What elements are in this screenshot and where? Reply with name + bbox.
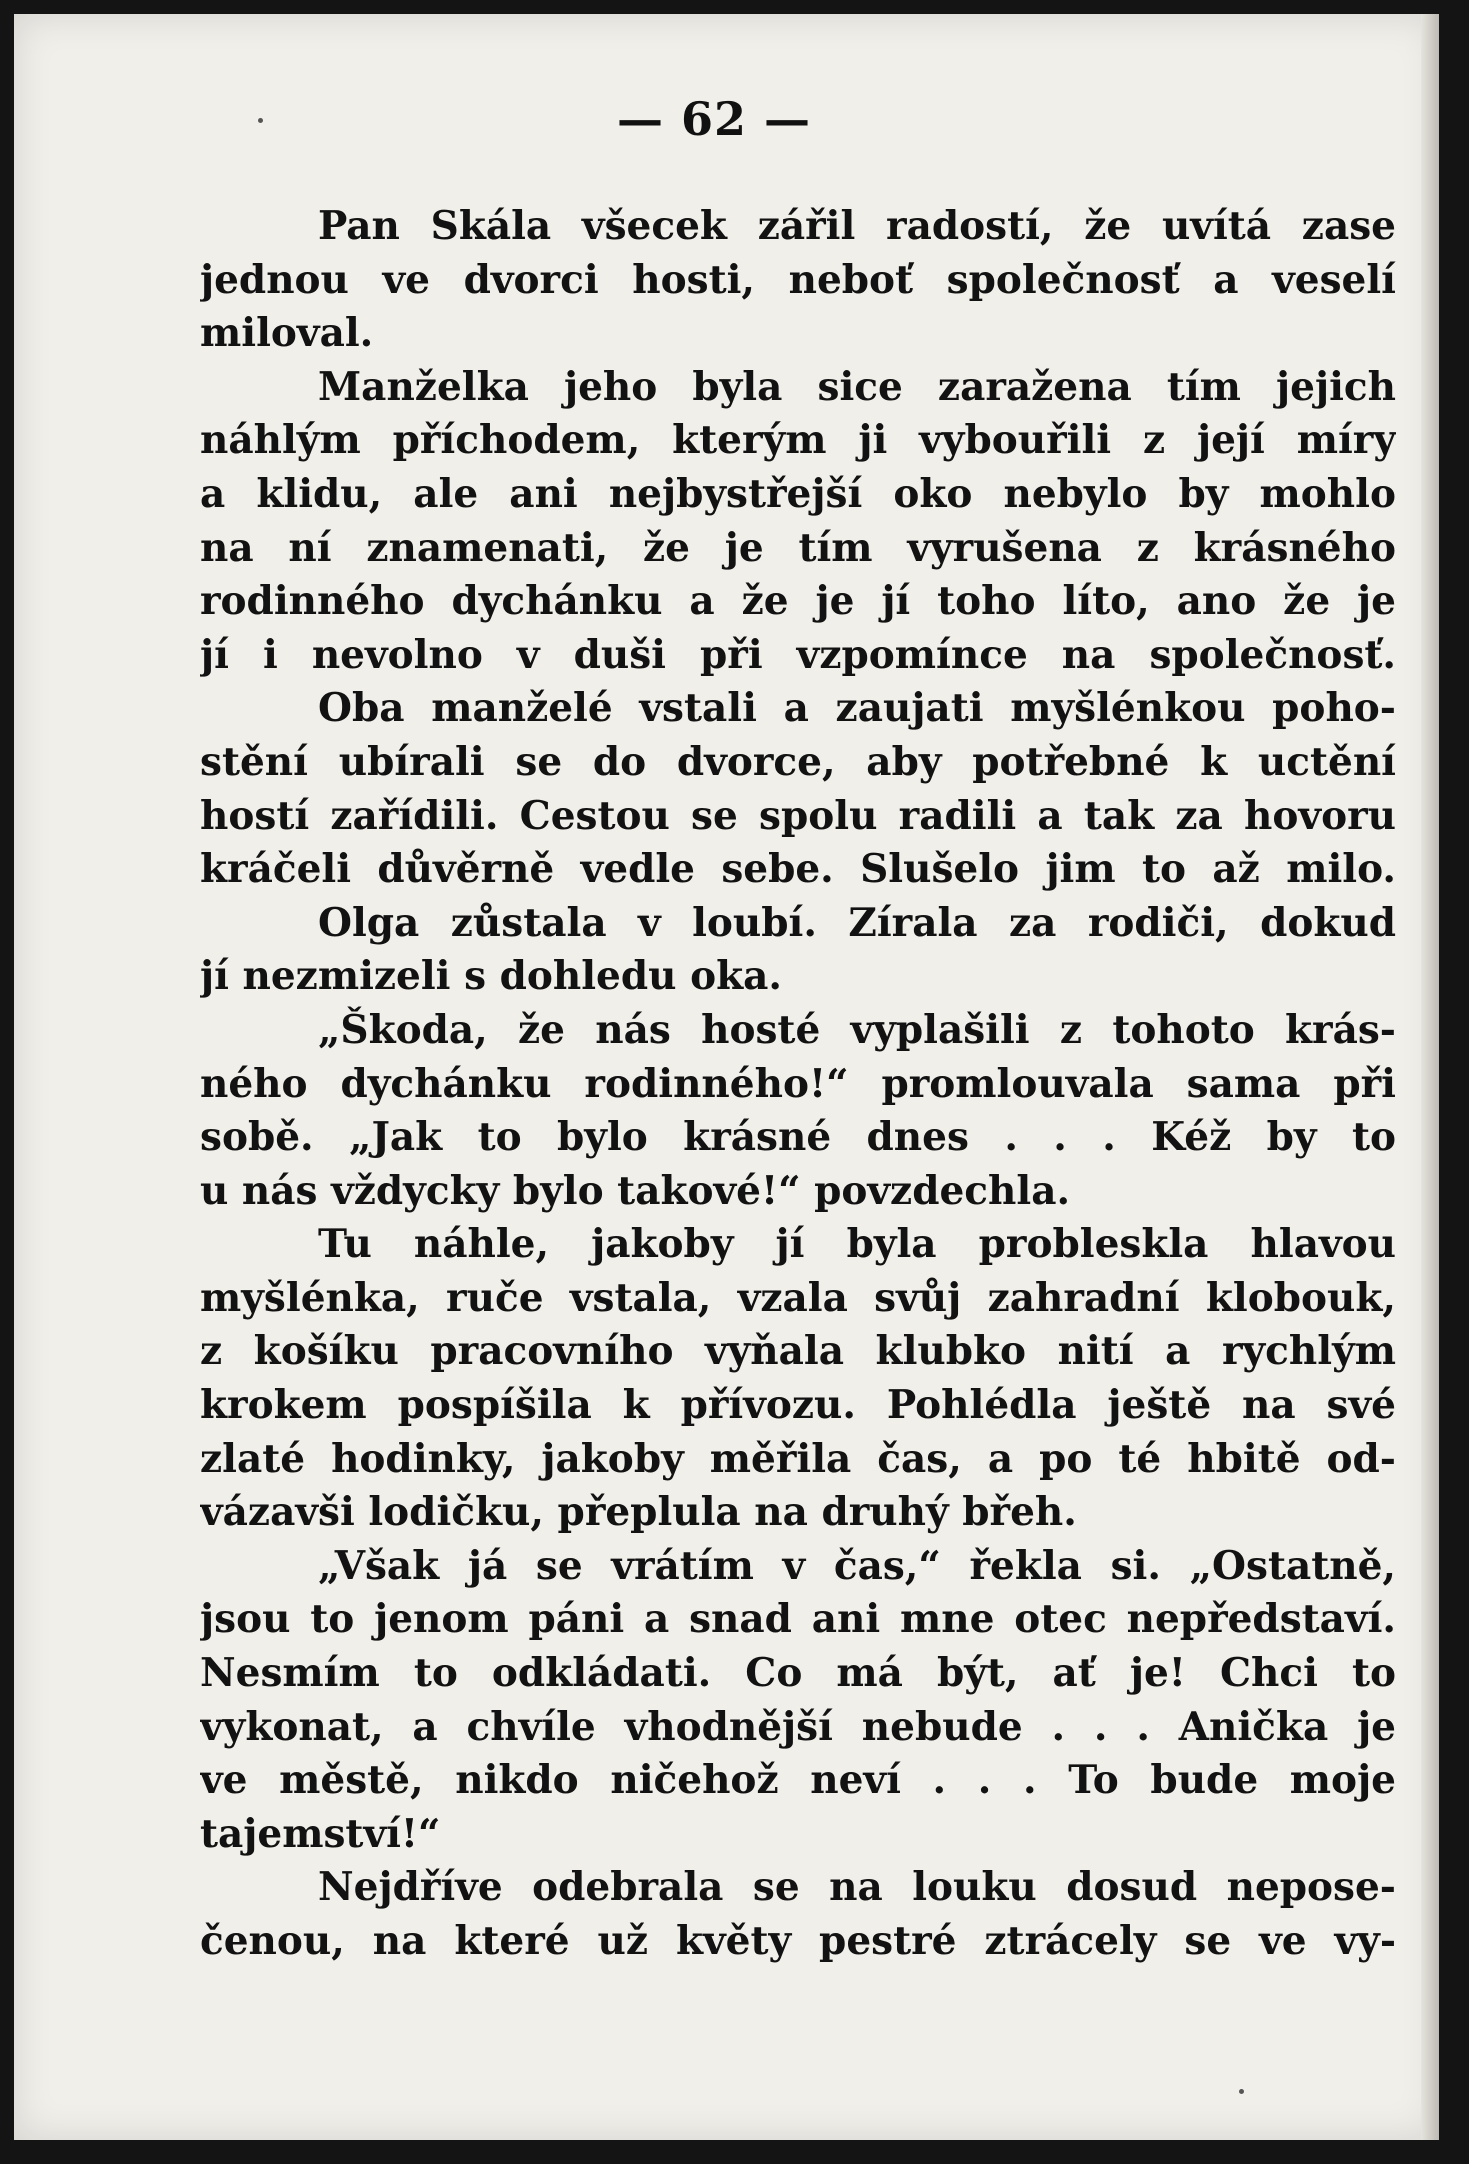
text-line: čenou, na které už květy pestré ztrácely se ve vy- [200,1918,1396,1964]
print-speck [258,118,263,123]
text-line: u nás vždycky bylo takové!“ povzdechla. [200,1167,1071,1214]
text-line: jsou to jenom páni a snad ani mne otec nepředstaví. [200,1596,1396,1643]
page-edge-shadow [1421,14,1439,2140]
text-line: kráčeli důvěrně vedle sebe. Slušelo jim to až milo. [200,846,1396,893]
body-text [200,200,1396,1969]
text-line: ného dychánku rodinného!“ promlouvala sama při [200,1060,1396,1107]
book-page [14,14,1439,2140]
text-line: Tu náhle, jakoby jí byla probleskla hlavou [318,1221,1396,1268]
text-line: tajemství!“ [200,1810,441,1857]
text-line: „Však já se vrátím v čas,“ řekla si. „Ostatně, [318,1542,1396,1589]
text-line: Nesmím to odkládati. Co má být, ať je! Chci to [200,1650,1396,1697]
text-line: Oba manželé vstali a zaujati myšlénkou poho- [318,685,1396,732]
text-line: myšlénka, ruče vstala, vzala svůj zahradní klobouk, [200,1274,1396,1321]
text-line: z košíku pracovního vyňala klubko nití a rychlým [200,1328,1396,1375]
text-line: a klidu, ale ani nejbystřejší oko nebylo by mohlo [200,470,1396,517]
text-line: ve městě, nikdo ničehož neví . . . To bude moje [200,1757,1396,1804]
text-line: jí nezmizeli s dohledu oka. [200,953,782,1000]
text-line: vykonat, a chvíle vhodnější nebude . . . Anička je [200,1703,1396,1750]
text-line: Nejdříve odebrala se na louku dosud nepose- [318,1864,1396,1911]
text-line: náhlým příchodem, kterým ji vybouřili z její míry [200,417,1396,464]
text-line: „Škoda, že nás hosté vyplašili z tohoto krás- [318,1006,1396,1053]
text-line: miloval. [200,310,374,357]
text-line: krokem pospíšila k přívozu. Pohlédla ještě na své [200,1382,1396,1429]
text-line: stění ubírali se do dvorce, aby potřebné k uctění [200,738,1396,785]
page-number: — 62 — [616,92,812,146]
text-line: rodinného dychánku a že je jí toho líto, ano že je [200,578,1396,625]
text-line: jí i nevolno v duši při vzpomínce na společnosť. [200,631,1396,678]
text-line: jednou ve dvorci hosti, neboť společnosť a veselí [200,256,1396,303]
text-line: vázavši lodičku, přeplula na druhý břeh. [200,1489,1077,1536]
text-line: Pan Skála všecek zářil radostí, že uvítá zase [318,203,1396,249]
print-speck [1239,2089,1244,2094]
text-line: Olga zůstala v loubí. Zírala za rodiči, dokud [318,899,1396,946]
text-line: sobě. „Jak to bylo krásné dnes . . . Kéž by to [200,1114,1396,1161]
text-line: zlaté hodinky, jakoby měřila čas, a po té hbitě od- [200,1435,1396,1482]
text-line: na ní znamenati, že je tím vyrušena z krásného [200,524,1396,571]
text-line: hostí zařídili. Cestou se spolu radili a tak za hovoru [200,792,1396,839]
text-line: Manželka jeho byla sice zaražena tím jejich [318,363,1396,410]
